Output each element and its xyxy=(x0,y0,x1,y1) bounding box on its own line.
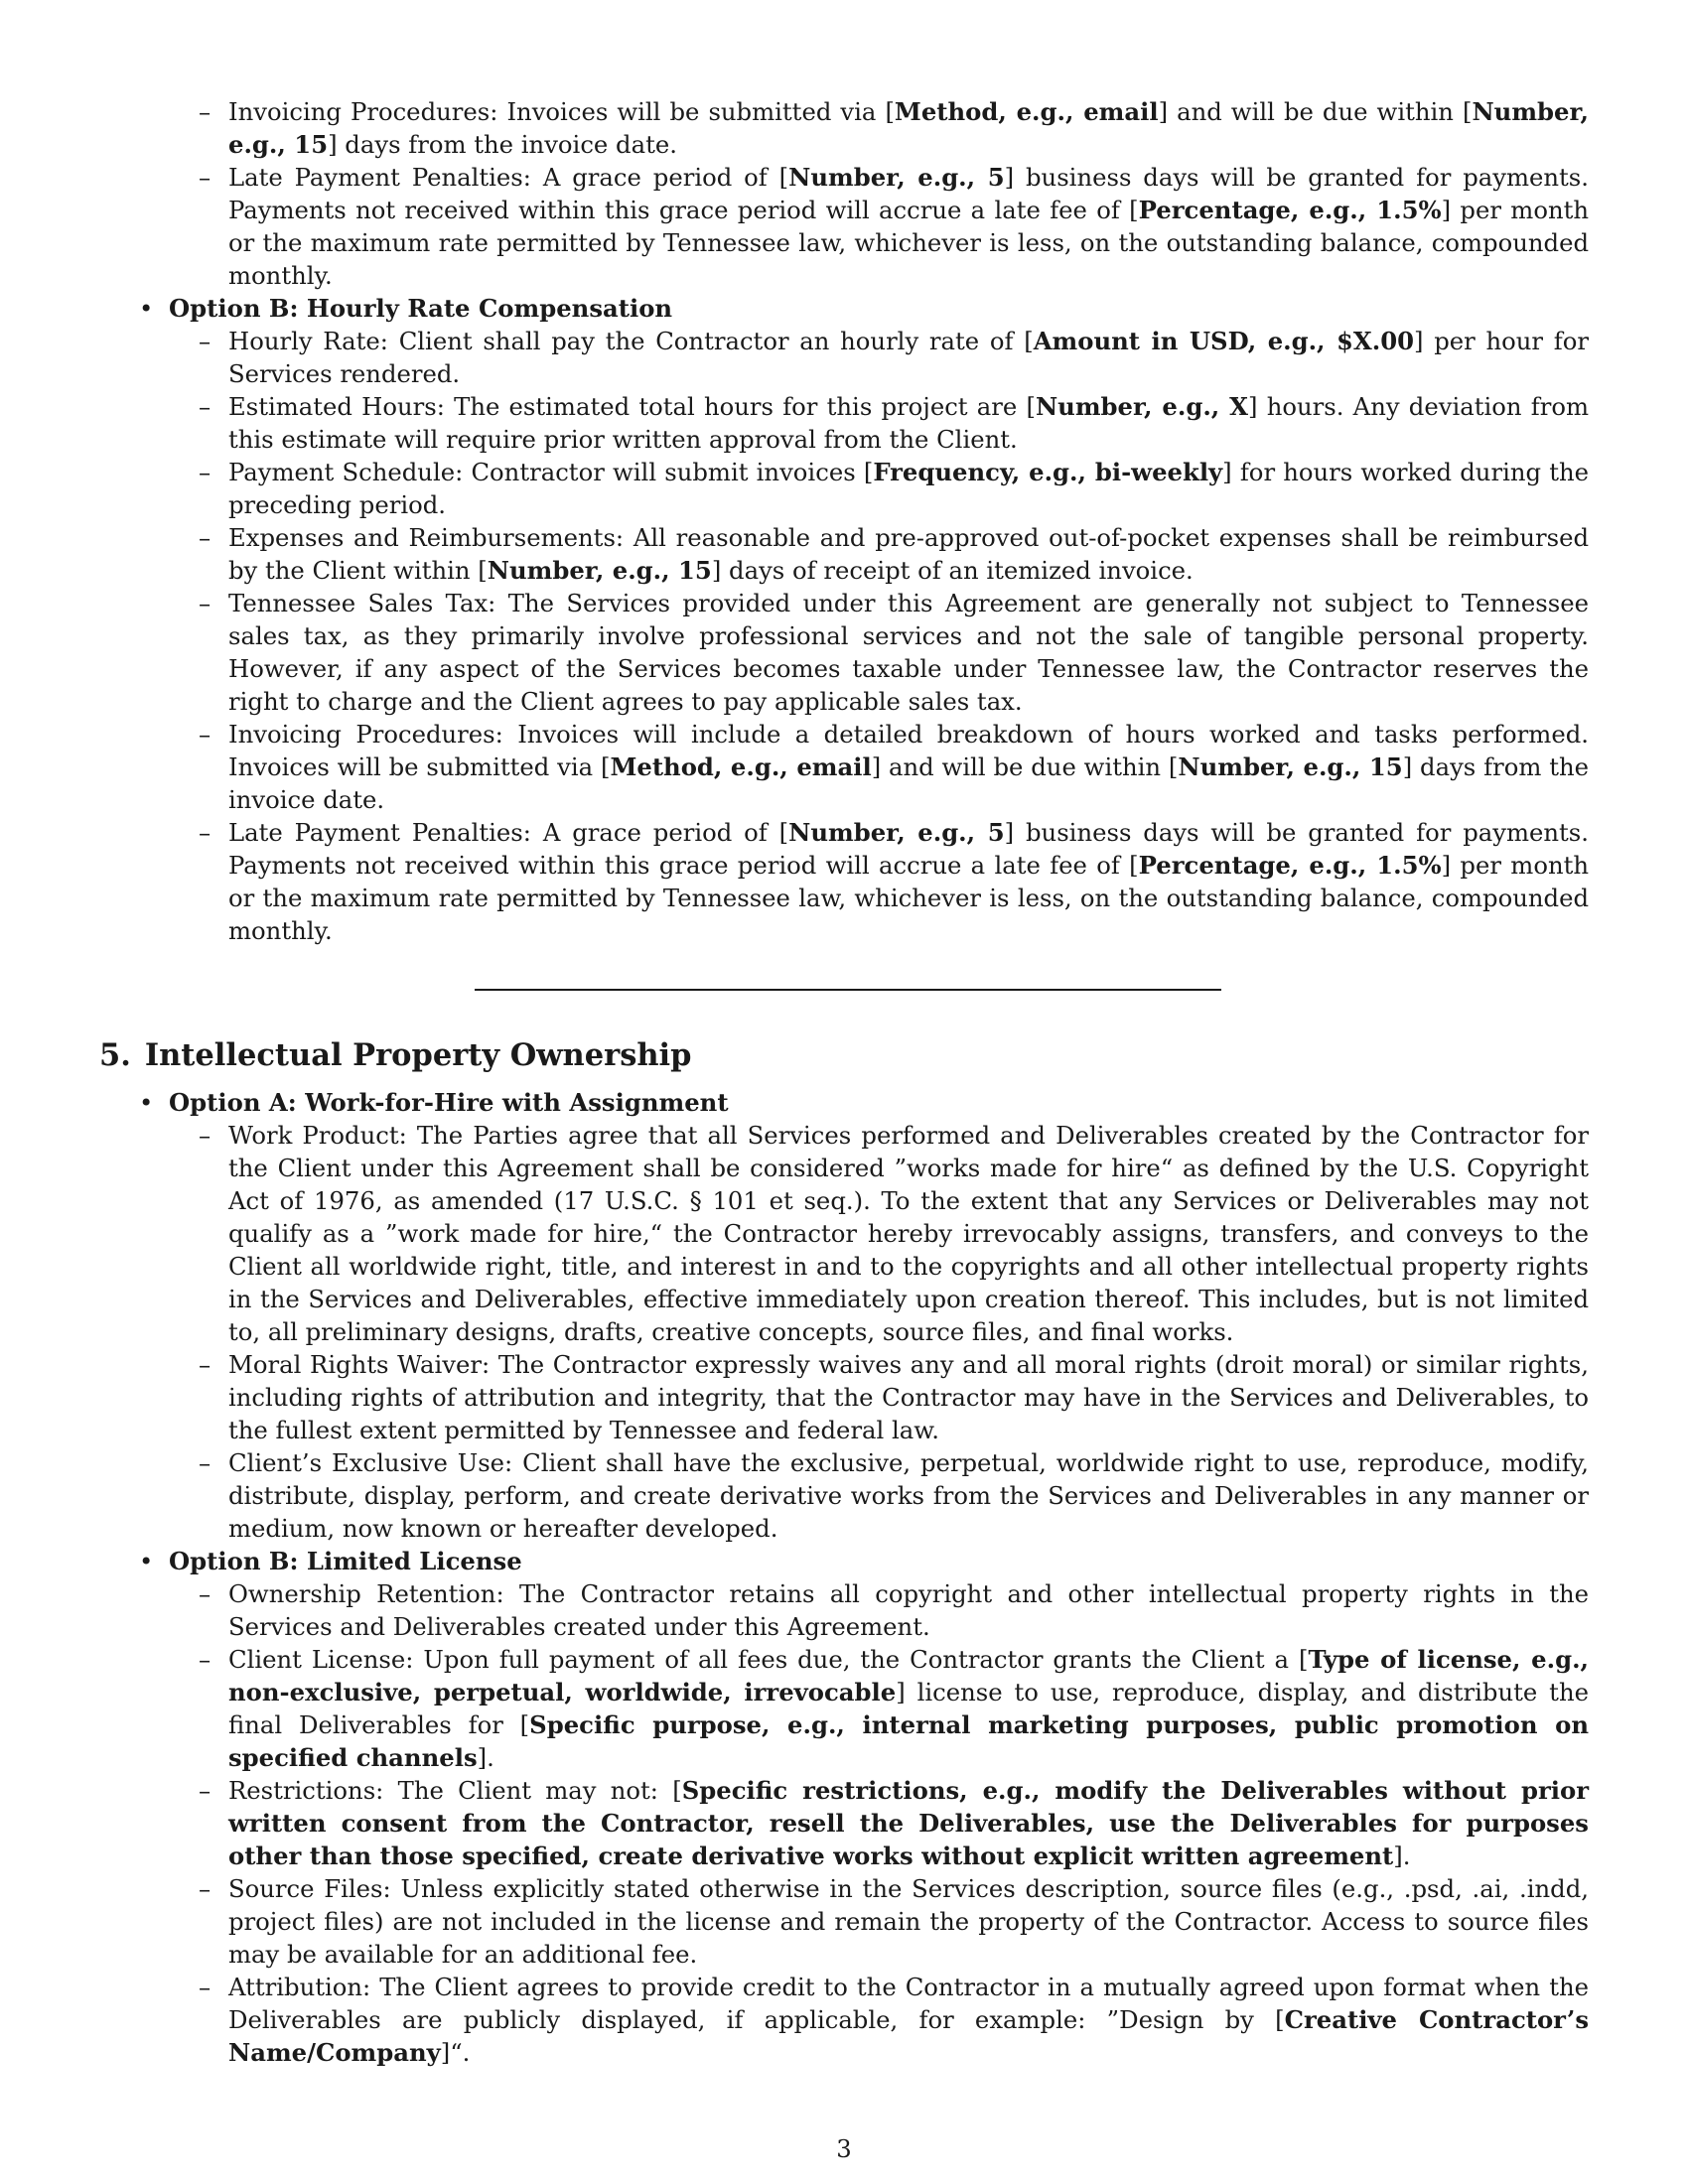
item-label: Hourly Rate: xyxy=(228,327,388,355)
list-item xyxy=(228,1577,1589,1643)
item-text: A grace period of [ xyxy=(530,163,789,192)
item-text: ] business days will be granted for payments. Payments not received within this grace period will accrue a late fee of [ xyxy=(228,818,1589,880)
option-b-license-items xyxy=(169,1577,1589,2069)
placeholder-field: Type of license, e.g., non-exclusive, perpetual, worldwide, irrevocable xyxy=(228,1645,1589,1706)
placeholder-field: Frequency, e.g., bi-weekly xyxy=(873,458,1223,486)
list-item xyxy=(228,325,1589,390)
option-a-work-for-hire xyxy=(169,1086,1589,1545)
item-text: Invoices will include a detailed breakdown of hours worked and tasks performed. Invoices will be submitted via [ xyxy=(228,720,1589,781)
page-content xyxy=(99,95,1589,2069)
page-number: 3 xyxy=(836,2134,852,2163)
option-title: Option B: Hourly Rate Compensation xyxy=(169,294,673,323)
item-label: Late Payment Penalties: xyxy=(228,818,531,847)
option-title: Option A: Work-for-Hire with Assignment xyxy=(169,1088,729,1117)
list-item xyxy=(228,456,1589,521)
item-text: ] per month or the maximum rate permitted by Tennessee law, whichever is less, on the outstanding balance, compounded monthly. xyxy=(228,851,1590,945)
item-text: Unless explicitly stated otherwise in the Services description, source files (e.g., .psd, .ai, .indd, project files) are not included in the license and remain the property of the Contractor. Access to source files may be available for an additional fee. xyxy=(228,1874,1589,1969)
option-b-limited-license xyxy=(169,1545,1589,2069)
item-text: ]. xyxy=(477,1743,494,1772)
item-text: Client shall pay the Contractor an hourly rate of [ xyxy=(387,327,1034,355)
option-a-items xyxy=(169,1119,1589,1545)
placeholder-field: Number, e.g., X xyxy=(1035,392,1249,421)
placeholder-field: Percentage, e.g., 1.5% xyxy=(1138,851,1442,880)
list-item xyxy=(228,587,1589,718)
placeholder-field: Creative Contractor’s Name/Company xyxy=(228,2005,1589,2067)
list-item xyxy=(228,1446,1589,1545)
placeholder-field: Number, e.g., 5 xyxy=(788,818,1005,847)
list-item xyxy=(228,1872,1589,1971)
item-text: A grace period of [ xyxy=(530,818,789,847)
placeholder-field: Specific restrictions, e.g., modify the Deliverables without prior written consent from the Contractor, resell the Deliverables, use the Deliverables for purposes other than those specified, create derivative works without explicit written agreement xyxy=(228,1776,1589,1870)
item-label: Invoicing Procedures: xyxy=(228,97,498,126)
list-item xyxy=(228,1643,1589,1774)
item-text: ] days from the invoice date. xyxy=(228,752,1590,814)
item-text: ] per month or the maximum rate permitted by Tennessee law, whichever is less, on the outstanding balance, compounded monthly. xyxy=(228,196,1590,290)
item-label: Ownership Retention: xyxy=(228,1579,504,1608)
section-divider xyxy=(475,989,1221,991)
list-item xyxy=(228,718,1589,816)
placeholder-field: Specific purpose, e.g., internal marketing purposes, public promotion on specified channels xyxy=(228,1710,1589,1772)
item-text: Client shall have the exclusive, perpetual, worldwide right to use, reproduce, modify, distribute, display, perform, and create derivative works from the Services and Deliverables in any manner or medium, now known or hereafter developed. xyxy=(228,1448,1589,1543)
ip-options-list xyxy=(99,1086,1589,2069)
placeholder-field: Number, e.g., 5 xyxy=(788,163,1005,192)
item-text: The Services provided under this Agreement are generally not subject to Tennessee sales tax, as they primarily involve professional services and not the sale of tangible personal property. However, if any aspect of the Services becomes taxable under Tennessee law, the Contractor reserves the right to charge and the Client agrees to pay applicable sales tax. xyxy=(228,589,1589,716)
list-item xyxy=(228,1774,1589,1872)
item-text: ] for hours worked during the preceding period. xyxy=(228,458,1590,519)
section-title: Intellectual Property Ownership xyxy=(144,1037,692,1073)
option-title: Option B: Limited License xyxy=(169,1547,522,1575)
item-text: The Contractor expressly waives any and all moral rights (droit moral) or similar rights, including rights of attribution and integrity, that the Contractor may have in the Services and Deliverables, to the fullest extent permitted by Tennessee and federal law. xyxy=(228,1350,1589,1444)
placeholder-field: Number, e.g., 15 xyxy=(1178,752,1403,781)
item-label: Attribution: xyxy=(228,1973,371,2001)
option-b-hourly-items xyxy=(169,325,1589,947)
item-label: Client’s Exclusive Use: xyxy=(228,1448,513,1477)
item-label: Estimated Hours: xyxy=(228,392,445,421)
item-text: The Contractor retains all copyright and other intellectual property rights in the Services and Deliverables created under this Agreement. xyxy=(228,1579,1590,1641)
item-text: The estimated total hours for this project are [ xyxy=(444,392,1036,421)
item-text: ] business days will be granted for payments. Payments not received within this grace period will accrue a late fee of [ xyxy=(228,163,1589,224)
item-text: ] and will be due within [ xyxy=(1158,97,1473,126)
item-text: ] days of receipt of an itemized invoice. xyxy=(711,556,1194,585)
payment-options-list xyxy=(99,292,1589,947)
list-item xyxy=(228,161,1589,292)
list-item xyxy=(228,816,1589,947)
item-text: ] license to use, reproduce, display, and distribute the final Deliverables for [ xyxy=(228,1678,1589,1739)
list-item xyxy=(228,1348,1589,1446)
list-item xyxy=(228,1971,1589,2069)
item-text: Upon full payment of all fees due, the Contractor grants the Client a [ xyxy=(413,1645,1309,1674)
placeholder-field: Method, e.g., email xyxy=(894,97,1159,126)
item-text: ] days from the invoice date. xyxy=(328,130,677,159)
item-text: The Parties agree that all Services performed and Deliverables created by the Contractor for the Client under this Agreement shall be considered ”works made for hire“ as defined by the U.S. Copyright Act of 1976, as amended (17 U.S.C. § 101 et seq.). To the extent that any Services or Deliverables may not qualify as a ”work made for hire,“ the Contractor hereby irrevocably assigns, transfers, and conveys to the Client all worldwide right, title, and interest in and to the copyrights and all other intellectual property rights in the Services and Deliverables, effective immediately upon creation thereof. This includes, but is not limited to, all preliminary designs, drafts, creative concepts, source files, and final works. xyxy=(228,1121,1589,1346)
list-item xyxy=(228,390,1589,456)
list-item xyxy=(228,521,1589,587)
continued-subitems xyxy=(99,95,1589,292)
item-text: ] per hour for Services rendered. xyxy=(228,327,1589,388)
item-text: ] and will be due within [ xyxy=(871,752,1179,781)
item-label: Expenses and Reimbursements: xyxy=(228,523,625,552)
placeholder-field: Amount in USD, e.g., $X.00 xyxy=(1033,327,1415,355)
section-heading xyxy=(99,1036,1589,1074)
placeholder-field: Percentage, e.g., 1.5% xyxy=(1138,196,1442,224)
item-label: Source Files: xyxy=(228,1874,391,1903)
option-b-hourly xyxy=(169,292,1589,947)
item-text: The Client agrees to provide credit to the Contractor in a mutually agreed upon format when the Deliverables are publicly displayed, if applicable, for example: ”Design by [ xyxy=(228,1973,1589,2034)
section-number: 5. xyxy=(99,1037,131,1073)
list-item xyxy=(228,1119,1589,1348)
item-text: Contractor will submit invoices [ xyxy=(463,458,874,486)
item-label: Client License: xyxy=(228,1645,414,1674)
item-label: Work Product: xyxy=(228,1121,407,1150)
item-label: Late Payment Penalties: xyxy=(228,163,531,192)
item-text: Invoices will be submitted via [ xyxy=(497,97,895,126)
list-item xyxy=(228,95,1589,161)
item-text: ]“. xyxy=(440,2038,471,2067)
item-label: Tennessee Sales Tax: xyxy=(228,589,496,617)
item-label: Moral Rights Waiver: xyxy=(228,1350,491,1379)
item-text: All reasonable and pre-approved out-of-pocket expenses shall be reimbursed by the Client within [ xyxy=(228,523,1589,585)
item-label: Payment Schedule: xyxy=(228,458,464,486)
item-label: Restrictions: xyxy=(228,1776,384,1805)
placeholder-field: Method, e.g., email xyxy=(610,752,872,781)
item-label: Invoicing Procedures: xyxy=(228,720,503,749)
item-text: ]. xyxy=(1393,1842,1411,1870)
item-text: ] hours. Any deviation from this estimate will require prior written approval from the Client. xyxy=(228,392,1590,454)
item-text: The Client may not: [ xyxy=(383,1776,682,1805)
placeholder-field: Number, e.g., 15 xyxy=(487,556,712,585)
placeholder-field: Number, e.g., 15 xyxy=(228,97,1589,159)
